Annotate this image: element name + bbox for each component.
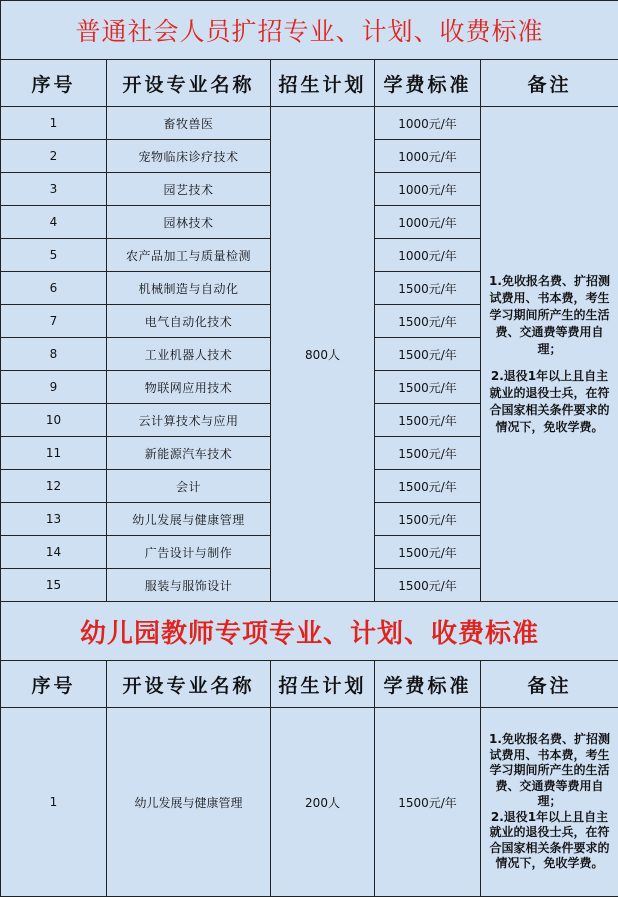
row-fee: 1500元/年 xyxy=(375,569,481,602)
section2-title: 幼儿园教师专项专业、计划、收费标准 xyxy=(1,602,618,661)
row-fee: 1500元/年 xyxy=(375,338,481,371)
row-fee: 1500元/年 xyxy=(375,708,481,897)
row-major: 幼儿发展与健康管理 xyxy=(107,503,271,536)
row-fee: 1000元/年 xyxy=(375,107,481,140)
row-number: 1 xyxy=(1,708,107,897)
row-number: 7 xyxy=(1,305,107,338)
header-plan: 招生计划 xyxy=(271,60,375,107)
row-major: 云计算技术与应用 xyxy=(107,404,271,437)
row-major: 宠物临床诊疗技术 xyxy=(107,140,271,173)
remark-1: 1.免收报名费、扩招测试费用、书本费，考生学习期间所产生的生活费、交通费等费用自理； xyxy=(489,273,610,356)
section1-title: 普通社会人员扩招专业、计划、收费标准 xyxy=(1,1,618,60)
row-number: 14 xyxy=(1,536,107,569)
table-row xyxy=(1,107,618,140)
row-major: 幼儿发展与健康管理 xyxy=(107,708,271,897)
row-number: 12 xyxy=(1,470,107,503)
row-major: 机械制造与自动化 xyxy=(107,272,271,305)
remark-2: 2.退役1年以上且自主就业的退役士兵，在符合国家相关条件要求的情况下，免收学费。 xyxy=(489,368,610,434)
remark-2: 2.退役1年以上且自主就业的退役士兵，在符合国家相关条件要求的情况下，免收学费。 xyxy=(489,809,610,871)
row-number: 4 xyxy=(1,206,107,239)
header-number: 序号 xyxy=(1,661,107,708)
row-major: 电气自动化技术 xyxy=(107,305,271,338)
header-fee: 学费标准 xyxy=(375,661,481,708)
row-number: 6 xyxy=(1,272,107,305)
header-major: 开设专业名称 xyxy=(107,60,271,107)
row-number: 5 xyxy=(1,239,107,272)
row-major: 农产品加工与质量检测 xyxy=(107,239,271,272)
remarks-cell xyxy=(481,107,618,602)
row-fee: 1000元/年 xyxy=(375,140,481,173)
header-remarks: 备注 xyxy=(481,661,618,708)
row-major: 工业机器人技术 xyxy=(107,338,271,371)
row-major: 新能源汽车技术 xyxy=(107,437,271,470)
row-fee: 1500元/年 xyxy=(375,272,481,305)
row-fee: 1000元/年 xyxy=(375,239,481,272)
row-number: 11 xyxy=(1,437,107,470)
row-number: 2 xyxy=(1,140,107,173)
row-fee: 1500元/年 xyxy=(375,470,481,503)
remark-1: 1.免收报名费、扩招测试费用、书本费，考生学习期间所产生的生活费、交通费等费用自理； xyxy=(489,732,610,809)
row-number: 3 xyxy=(1,173,107,206)
row-fee: 1500元/年 xyxy=(375,437,481,470)
row-fee: 1500元/年 xyxy=(375,371,481,404)
enrollment-plan: 800人 xyxy=(271,107,375,602)
row-number: 13 xyxy=(1,503,107,536)
row-number: 9 xyxy=(1,371,107,404)
section2-header-row xyxy=(1,661,618,708)
row-number: 8 xyxy=(1,338,107,371)
row-fee: 1500元/年 xyxy=(375,404,481,437)
row-major: 园艺技术 xyxy=(107,173,271,206)
enrollment-plan: 200人 xyxy=(271,708,375,897)
header-fee: 学费标准 xyxy=(375,60,481,107)
header-number: 序号 xyxy=(1,60,107,107)
row-major: 广告设计与制作 xyxy=(107,536,271,569)
row-fee: 1000元/年 xyxy=(375,173,481,206)
header-plan: 招生计划 xyxy=(271,661,375,708)
row-number: 15 xyxy=(1,569,107,602)
row-fee: 1500元/年 xyxy=(375,503,481,536)
remarks-cell xyxy=(481,708,618,897)
row-fee: 1500元/年 xyxy=(375,536,481,569)
row-major: 畜牧兽医 xyxy=(107,107,271,140)
row-fee: 1000元/年 xyxy=(375,206,481,239)
row-major: 园林技术 xyxy=(107,206,271,239)
section1-header-row xyxy=(1,60,618,107)
header-major: 开设专业名称 xyxy=(107,661,271,708)
header-remarks: 备注 xyxy=(481,60,618,107)
row-major: 会计 xyxy=(107,470,271,503)
row-major: 服装与服饰设计 xyxy=(107,569,271,602)
row-major: 物联网应用技术 xyxy=(107,371,271,404)
row-number: 1 xyxy=(1,107,107,140)
row-fee: 1500元/年 xyxy=(375,305,481,338)
table-row xyxy=(1,708,618,897)
row-number: 10 xyxy=(1,404,107,437)
